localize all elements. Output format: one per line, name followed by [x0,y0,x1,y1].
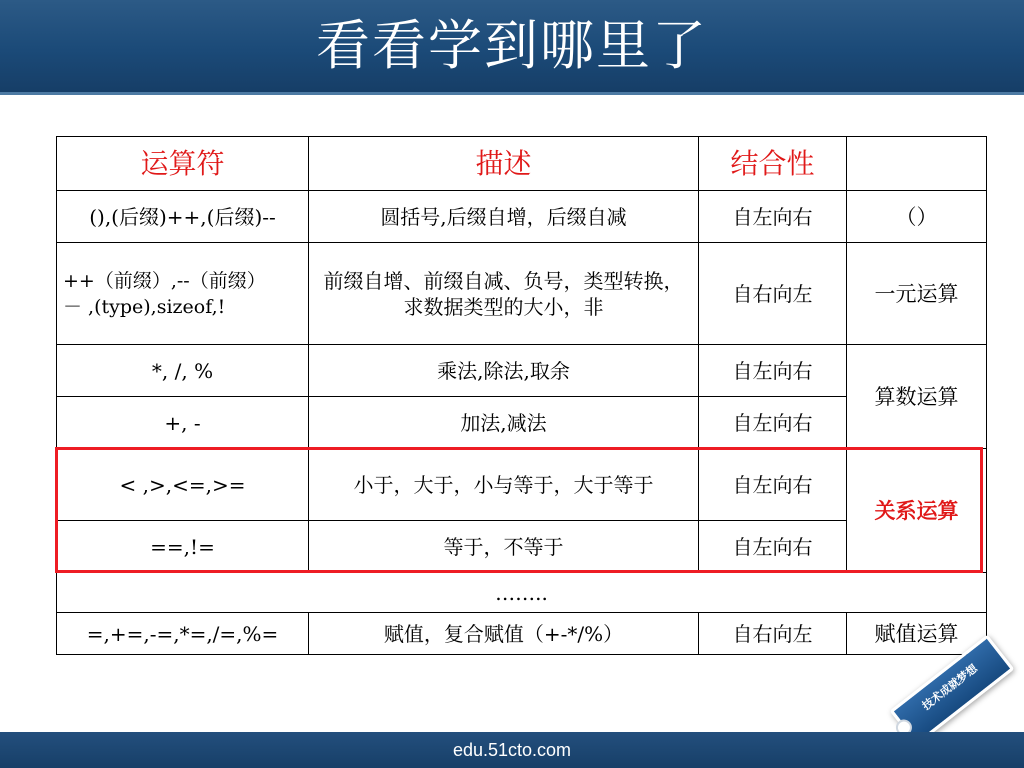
table-row [57,243,987,345]
description-cell: 圆括号,后缀自增，后缀自减 [309,191,699,243]
operator-cell: ++（前缀）,--（前缀） － ,(type),sizeof,! [57,243,309,345]
table-row [57,449,987,521]
category-cell-paren: （） [847,191,987,243]
description-cell: 前缀自增、前缀自减、负号，类型转换，求数据类型的大小，非 [309,243,699,345]
description-cell: 小于，大于，小与等于，大于等于 [309,449,699,521]
operator-cell: *, /, % [57,345,309,397]
associativity-cell: 自左向右 [699,191,847,243]
operator-cell: < ,>,<=,>= [57,449,309,521]
category-cell-arithmetic: 算数运算 [847,345,987,449]
slide-title: 看看学到哪里了 [316,14,708,77]
operator-cell: +, - [57,397,309,449]
associativity-cell: 自左向右 [699,345,847,397]
table-row [57,613,987,655]
associativity-cell: 自右向左 [699,243,847,345]
table-row [57,345,987,397]
description-cell: 等于，不等于 [309,521,699,573]
table-header-row [57,137,987,191]
header-associativity: 结合性 [699,137,847,191]
operator-cell: ==,!= [57,521,309,573]
category-cell-assignment: 赋值运算 [847,613,987,655]
table-row [57,191,987,243]
description-cell: 加法,减法 [309,397,699,449]
title-bar [0,0,1024,95]
footer-bar [0,732,1024,768]
associativity-cell: 自右向左 [699,613,847,655]
stamp-text: 技术成就梦想 [919,661,980,713]
operator-cell: (),(后缀)++,(后缀)-- [57,191,309,243]
operator-table [56,136,987,655]
header-operator: 运算符 [57,137,309,191]
table-row-ellipsis [57,573,987,613]
associativity-cell: 自左向右 [699,521,847,573]
description-cell: 赋值，复合赋值（+-*/%） [309,613,699,655]
description-cell: 乘法,除法,取余 [309,345,699,397]
operator-cell: =,+=,-=,*=,/=,%= [57,613,309,655]
header-description: 描述 [309,137,699,191]
ellipsis-cell: …….. [57,573,987,613]
category-cell-unary: 一元运算 [847,243,987,345]
associativity-cell: 自左向右 [699,449,847,521]
category-cell-relational: 关系运算 [847,449,987,573]
footer-url: edu.51cto.com [452,740,572,760]
associativity-cell: 自左向右 [699,397,847,449]
header-category [847,137,987,191]
